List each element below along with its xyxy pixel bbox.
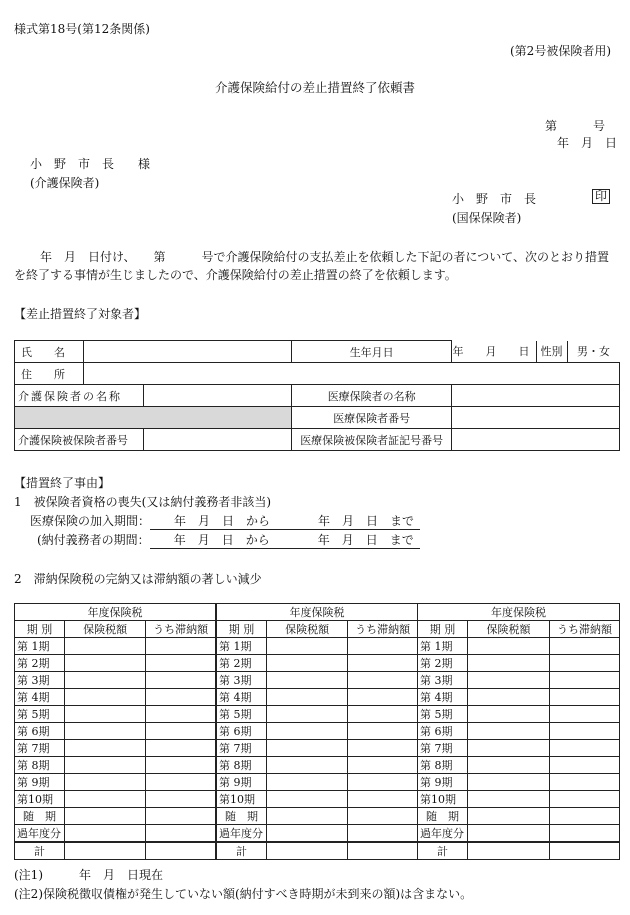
arrears-cell[interactable] [348,740,418,757]
period-cell: 第 9期 [418,774,468,791]
arrears-cell[interactable] [550,791,620,808]
table-row [15,842,216,860]
arrears-cell[interactable] [348,723,418,740]
ltc-insured-no-field[interactable] [143,429,291,451]
period-cell: 第 5期 [15,706,65,723]
period-cell: 第 8期 [15,757,65,774]
tax-table-2 [216,603,418,860]
table-row [217,689,418,706]
amount-cell[interactable] [468,808,550,825]
table-row [217,740,418,757]
table-row [15,757,216,774]
arrears-cell[interactable] [146,740,216,757]
period-cell: 過年度分 [15,825,65,843]
note-1: (注1) 年 月 日現在 [14,868,163,882]
period-cell: 随 期 [15,808,65,825]
amount-cell[interactable] [266,689,347,706]
table-row [217,808,418,825]
arrears-cell[interactable] [146,706,216,723]
arrears-cell[interactable] [348,672,418,689]
period-cell: 第 1期 [15,638,65,655]
seal-mark [592,189,610,204]
form-number: 様式第18号(第12条関係) [14,22,150,36]
table-row [418,842,620,860]
med-insured-no-field[interactable] [452,429,620,451]
table-row [217,842,418,860]
table-row [418,655,620,672]
col-amount: 保険税額 [64,621,145,638]
arrears-cell[interactable] [348,706,418,723]
amount-cell[interactable] [64,757,145,774]
reason1-med-period [30,512,420,530]
arrears-cell[interactable] [550,757,620,774]
col-amount: 保険税額 [266,621,347,638]
arrears-cell[interactable] [550,655,620,672]
amount-cell[interactable] [266,672,347,689]
sender: 小 野 市 長 [452,192,537,206]
amount-cell[interactable] [64,706,145,723]
period-cell: 計 [217,842,267,860]
table-row [217,825,418,843]
amount-cell[interactable] [468,825,550,843]
period-cell: 第 4期 [15,689,65,706]
body-text-line2: を終了する事情が生じましたので、介護保険給付の差止措置の終了を依頼します。 [14,268,457,282]
arrears-cell[interactable] [550,774,620,791]
table-row [15,655,216,672]
period-cell: 第 2期 [15,655,65,672]
period-cell: 第 2期 [418,655,468,672]
med-insurer-label: 医療保険者の名称 [291,385,452,407]
table-row [418,791,620,808]
col-period: 期 別 [217,621,267,638]
reason1-med-value[interactable]: 年 月 日 から 年 月 日 まで [150,512,420,530]
arrears-cell[interactable] [348,774,418,791]
amount-cell[interactable] [64,791,145,808]
amount-cell[interactable] [266,723,347,740]
page-title: 介護保険給付の差止措置終了依頼書 [214,80,415,95]
period-cell: 過年度分 [217,825,267,843]
period-cell: 第 2期 [217,655,267,672]
table-row [217,757,418,774]
period-cell: 第 3期 [15,672,65,689]
period-cell: 第 6期 [217,723,267,740]
arrears-cell[interactable] [550,808,620,825]
period-cell: 第 7期 [418,740,468,757]
form-type: (第2号被保険者用) [510,44,611,58]
arrears-cell[interactable] [146,825,216,843]
period-cell: 第 1期 [418,638,468,655]
sex-label: 性別 [537,341,568,362]
document-date: 年 月 日 [557,136,618,150]
amount-cell[interactable] [468,672,550,689]
ltc-insured-no-label: 介護保険被保険者番号 [15,429,144,451]
period-cell: 第 5期 [418,706,468,723]
period-cell: 過年度分 [418,825,468,843]
amount-cell[interactable] [64,689,145,706]
col-arrears: うち滞納額 [550,621,620,638]
dob-label: 生年月日 [291,341,452,363]
col-period: 期 別 [418,621,468,638]
sex-field[interactable]: 男・女 [577,344,610,358]
table-row [15,791,216,808]
arrears-cell[interactable] [146,689,216,706]
arrears-cell[interactable] [550,672,620,689]
reason1-pay-value[interactable]: 年 月 日 から 年 月 日 まで [150,531,420,549]
dob-field[interactable]: 年 月 日 [452,341,536,362]
amount-cell[interactable] [266,638,347,655]
arrears-cell[interactable] [348,689,418,706]
arrears-cell[interactable] [348,825,418,843]
amount-cell[interactable] [266,808,347,825]
arrears-cell[interactable] [348,638,418,655]
period-cell: 第 3期 [418,672,468,689]
table-row [15,706,216,723]
name-label: 氏 名 [15,341,84,363]
amount-cell[interactable] [64,774,145,791]
gray-blank-cell [15,407,292,429]
seal-text: 印 [592,189,610,204]
reason1-pay-period [37,531,420,549]
table-row [418,757,620,774]
amount-cell[interactable] [468,774,550,791]
amount-cell[interactable] [266,740,347,757]
target-person-table [14,340,620,451]
table-row [418,740,620,757]
amount-cell[interactable] [468,706,550,723]
arrears-cell[interactable] [550,740,620,757]
col-arrears: うち滞納額 [146,621,216,638]
arrears-cell[interactable] [550,842,620,860]
name-field[interactable] [83,341,291,363]
amount-cell[interactable] [64,825,145,843]
arrears-cell[interactable] [146,757,216,774]
tax-table-1 [14,603,216,860]
amount-cell[interactable] [266,655,347,672]
tax-year-header: 年度保険税 [15,604,216,621]
table-row [418,672,620,689]
period-cell: 第 9期 [217,774,267,791]
amount-cell[interactable] [266,842,347,860]
arrears-cell[interactable] [146,655,216,672]
note-2: (注2)保険税徴収債権が発生していない額(納付すべき時期が未到来の額)は含まない。 [14,887,473,901]
arrears-cell[interactable] [550,689,620,706]
arrears-cell[interactable] [348,791,418,808]
amount-cell[interactable] [468,638,550,655]
arrears-cell[interactable] [146,791,216,808]
arrears-cell[interactable] [348,842,418,860]
period-cell: 計 [418,842,468,860]
section-title-target: 【差止措置終了対象者】 [14,307,147,321]
table-row [418,689,620,706]
period-cell: 第 9期 [15,774,65,791]
address-field[interactable] [83,363,619,385]
reason1-med-label: 医療保険の加入期間： [30,514,151,528]
amount-cell[interactable] [266,825,347,843]
tax-year-header: 年度保険税 [418,604,620,621]
tax-table-3 [417,603,620,860]
table-row [418,638,620,655]
arrears-cell[interactable] [550,638,620,655]
arrears-cell[interactable] [146,672,216,689]
body-text-line1: 年 月 日付け、 第 号で介護保険給付の支払差止を依頼した下記の者について、次のとおり措置 [28,250,610,264]
period-cell: 第 1期 [217,638,267,655]
amount-cell[interactable] [266,774,347,791]
table-row [15,808,216,825]
document-number: 第 号 [545,119,606,133]
period-cell: 第10期 [418,791,468,808]
amount-cell[interactable] [64,842,145,860]
sender-role: (国保保険者) [452,211,522,225]
table-row [418,808,620,825]
addressee-role: (介護保険者) [30,176,100,190]
table-row [217,774,418,791]
amount-cell[interactable] [468,655,550,672]
period-cell: 第 8期 [217,757,267,774]
reason-2: 2 滞納保険税の完納又は滞納額の著しい減少 [14,572,262,586]
table-row [418,825,620,843]
period-cell: 計 [15,842,65,860]
col-amount: 保険税額 [468,621,550,638]
table-row [217,706,418,723]
amount-cell[interactable] [266,791,347,808]
amount-cell[interactable] [468,842,550,860]
period-cell: 随 期 [217,808,267,825]
amount-cell[interactable] [64,638,145,655]
table-row [217,638,418,655]
arrears-cell[interactable] [348,757,418,774]
period-cell: 随 期 [418,808,468,825]
table-row [15,740,216,757]
table-row [15,638,216,655]
table-row [418,706,620,723]
med-insured-no-label: 医療保険被保険者証記号番号 [291,429,452,451]
address-label: 住 所 [15,363,84,385]
arrears-cell[interactable] [146,808,216,825]
amount-cell[interactable] [64,723,145,740]
arrears-cell[interactable] [348,808,418,825]
table-row [15,825,216,843]
med-insurer-no-label: 医療保険者番号 [291,407,452,429]
amount-cell[interactable] [468,791,550,808]
tax-year-header: 年度保険税 [217,604,418,621]
period-cell: 第 5期 [217,706,267,723]
amount-cell[interactable] [64,655,145,672]
period-cell: 第10期 [15,791,65,808]
amount-cell[interactable] [468,740,550,757]
ltc-insurer-label: 介護保険者の名称 [15,385,144,407]
table-row [217,791,418,808]
arrears-cell[interactable] [550,723,620,740]
amount-cell[interactable] [468,689,550,706]
period-cell: 第 7期 [217,740,267,757]
period-cell: 第 6期 [418,723,468,740]
table-row [15,689,216,706]
col-arrears: うち滞納額 [348,621,418,638]
reason1-pay-label: (納付義務者の期間： [37,533,150,547]
period-cell: 第 4期 [418,689,468,706]
addressee: 小 野 市 長 様 [30,157,151,171]
period-cell: 第10期 [217,791,267,808]
amount-cell[interactable] [64,740,145,757]
table-row [217,723,418,740]
arrears-cell[interactable] [146,723,216,740]
med-insurer-field[interactable] [452,385,620,407]
period-cell: 第 8期 [418,757,468,774]
period-cell: 第 4期 [217,689,267,706]
col-period: 期 別 [15,621,65,638]
amount-cell[interactable] [64,672,145,689]
med-insurer-no-field[interactable] [452,407,620,429]
arrears-cell[interactable] [348,655,418,672]
amount-cell[interactable] [266,706,347,723]
arrears-cell[interactable] [146,842,216,860]
section-title-reason: 【措置終了事由】 [14,476,111,490]
table-row [418,774,620,791]
period-cell: 第 3期 [217,672,267,689]
arrears-cell[interactable] [146,774,216,791]
arrears-cell[interactable] [550,825,620,843]
amount-cell[interactable] [64,808,145,825]
table-row [15,774,216,791]
amount-cell[interactable] [468,757,550,774]
ltc-insurer-field[interactable] [143,385,291,407]
table-row [217,672,418,689]
table-row [15,723,216,740]
reason-1: 1 被保険者資格の喪失(又は納付義務者非該当) [14,495,271,509]
period-cell: 第 7期 [15,740,65,757]
table-row [418,723,620,740]
arrears-cell[interactable] [550,706,620,723]
period-cell: 第 6期 [15,723,65,740]
arrears-cell[interactable] [146,638,216,655]
amount-cell[interactable] [468,723,550,740]
table-row [15,672,216,689]
table-row [217,655,418,672]
amount-cell[interactable] [266,757,347,774]
